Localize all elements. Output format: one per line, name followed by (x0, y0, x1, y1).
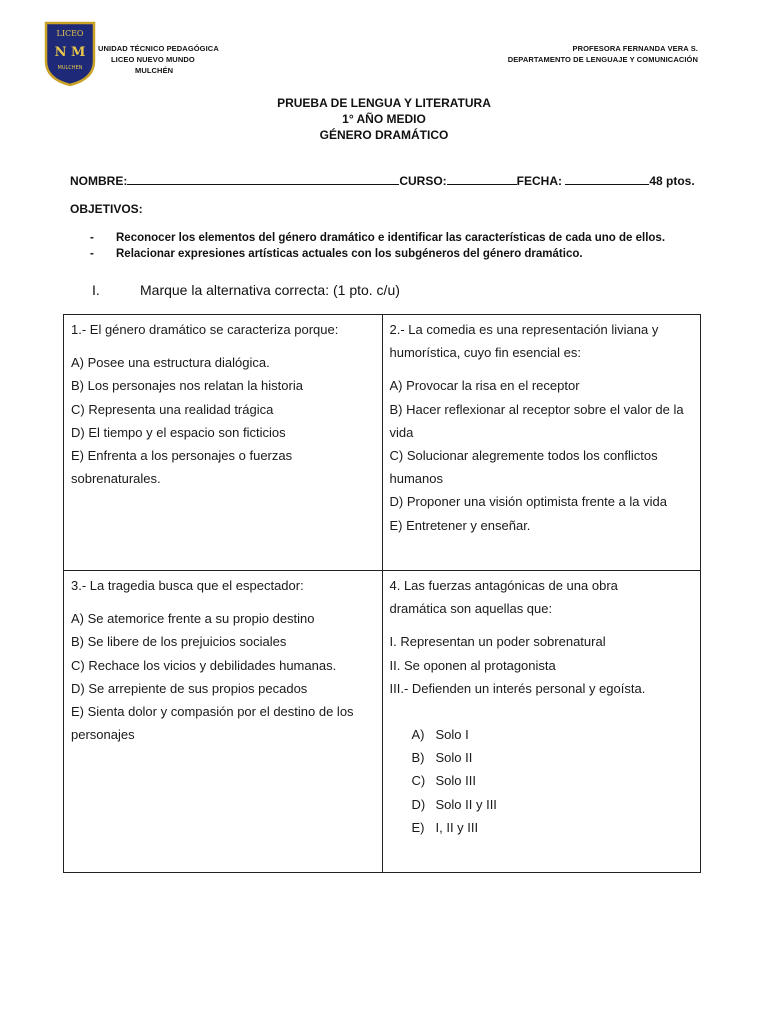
statement: II. Se oponen al protagonista (389, 657, 556, 673)
answer-option[interactable]: E) Sienta dolor y compasión por el destino de los personajes (71, 704, 354, 743)
answer-option[interactable]: A) Se atemorice frente a su propio destino (71, 611, 315, 627)
section-title: Marque la alternativa correcta: (1 pto. c/u) (140, 282, 400, 298)
answer-option[interactable]: E) Entretener y enseñar. (389, 517, 531, 533)
logo-text-top: LICEO (56, 29, 84, 38)
answer-option[interactable]: A) Provocar la risa en el receptor (389, 378, 580, 394)
answer-option[interactable] (390, 723, 695, 746)
questions-table (63, 314, 701, 873)
answer-option[interactable] (390, 746, 695, 769)
header-right-line: PROFESORA FERNANDA VERA S. (572, 44, 698, 53)
objectives-list (90, 230, 665, 262)
student-info-line (70, 173, 695, 188)
answer-option[interactable]: E) Enfrenta a los personajes o fuerzas sobrenaturales. (71, 448, 293, 487)
title-line: PRUEBA DE LENGUA Y LITERATURA (277, 96, 491, 110)
answer-option[interactable] (390, 769, 695, 792)
question-stem: 3.- La tragedia busca que el espectador: (71, 578, 304, 593)
header-left-line: UNIDAD TÉCNICO PEDAGÓGICA (98, 44, 219, 53)
question-stem: 2.- La comedia es una representación liviana y humorística, cuyo fin esencial es: (389, 322, 659, 361)
date-blank[interactable] (565, 173, 649, 185)
question-3 (64, 571, 383, 873)
header-right (508, 43, 698, 65)
objective-text: Relacionar expresiones artísticas actuales con los subgéneros del género dramático. (116, 248, 583, 260)
exam-title (0, 95, 768, 143)
question-1 (64, 315, 383, 571)
option-text: Solo II (435, 750, 473, 766)
name-blank[interactable] (127, 173, 399, 185)
question-stem: 4. Las fuerzas antagónicas de una obra dramática son aquellas que: (389, 578, 618, 617)
objectives-heading: OBJETIVOS: (70, 202, 143, 216)
option-text: I, II y III (435, 819, 479, 835)
school-logo (44, 21, 96, 87)
header-right-line: DEPARTAMENTO DE LENGUAJE Y COMUNICACIÓN (507, 55, 698, 64)
section-heading (92, 282, 400, 298)
answer-option[interactable]: B) Se libere de los prejuicios sociales (71, 634, 287, 650)
logo-text-bottom: MULCHEN (57, 65, 83, 71)
answer-option[interactable]: D) Se arrepiente de sus propios pecados (71, 680, 308, 696)
option-letter: A) (411, 727, 425, 743)
option-letter: B) (411, 750, 425, 766)
answer-option[interactable]: C) Rechace los vicios y debilidades humanas. (71, 657, 337, 673)
logo-initials: N M (54, 45, 86, 60)
option-letter: D) (411, 796, 426, 812)
question-4 (382, 571, 701, 873)
header-left-line: MULCHÉN (135, 66, 174, 75)
section-number: I. (92, 282, 100, 298)
statement: I. Representan un poder sobrenatural (389, 634, 606, 650)
course-label: CURSO: (399, 174, 447, 188)
option-letter: E) (411, 819, 425, 835)
answer-option[interactable]: D) Proponer una visión optimista frente a la vida (389, 494, 667, 510)
answer-option[interactable]: D) El tiempo y el espacio son ficticios (71, 424, 286, 440)
answer-option[interactable] (390, 816, 695, 839)
option-text: Solo III (435, 773, 476, 789)
option-text: Solo I (435, 727, 469, 743)
option-letter: C) (411, 773, 426, 789)
header-left (98, 43, 219, 76)
points-label: 48 ptos. (649, 174, 695, 188)
date-label: FECHA: (516, 174, 562, 188)
answer-option[interactable]: B) Hacer reflexionar al receptor sobre el valor de la vida (389, 401, 684, 440)
objective-item: - Reconocer los elementos del género dramático e identificar las características de cada uno de ellos. (90, 232, 666, 244)
name-label: NOMBRE: (70, 174, 128, 188)
title-line: 1° AÑO MEDIO (342, 112, 426, 126)
objective-item: - Relacionar expresiones artísticas actuales con los subgéneros del género dramático. (90, 248, 583, 260)
title-line: GÉNERO DRAMÁTICO (319, 128, 449, 142)
answer-option[interactable] (390, 793, 695, 816)
option-text: Solo II y III (435, 796, 497, 812)
header-left-line: LICEO NUEVO MUNDO (111, 55, 195, 64)
statement: III.- Defienden un interés personal y egoísta. (389, 680, 646, 696)
question-2 (382, 315, 701, 571)
objective-text: Reconocer los elementos del género dramático e identificar las características de cada uno de ellos. (116, 232, 666, 244)
answer-option[interactable]: C) Representa una realidad trágica (71, 401, 274, 417)
course-blank[interactable] (447, 173, 517, 185)
question-stem: 1.- El género dramático se caracteriza porque: (71, 322, 339, 337)
answer-option[interactable]: A) Posee una estructura dialógica. (71, 355, 270, 371)
answer-option[interactable]: C) Solucionar alegremente todos los conflictos humanos (389, 448, 658, 487)
answer-option[interactable]: B) Los personajes nos relatan la historia (71, 378, 303, 394)
